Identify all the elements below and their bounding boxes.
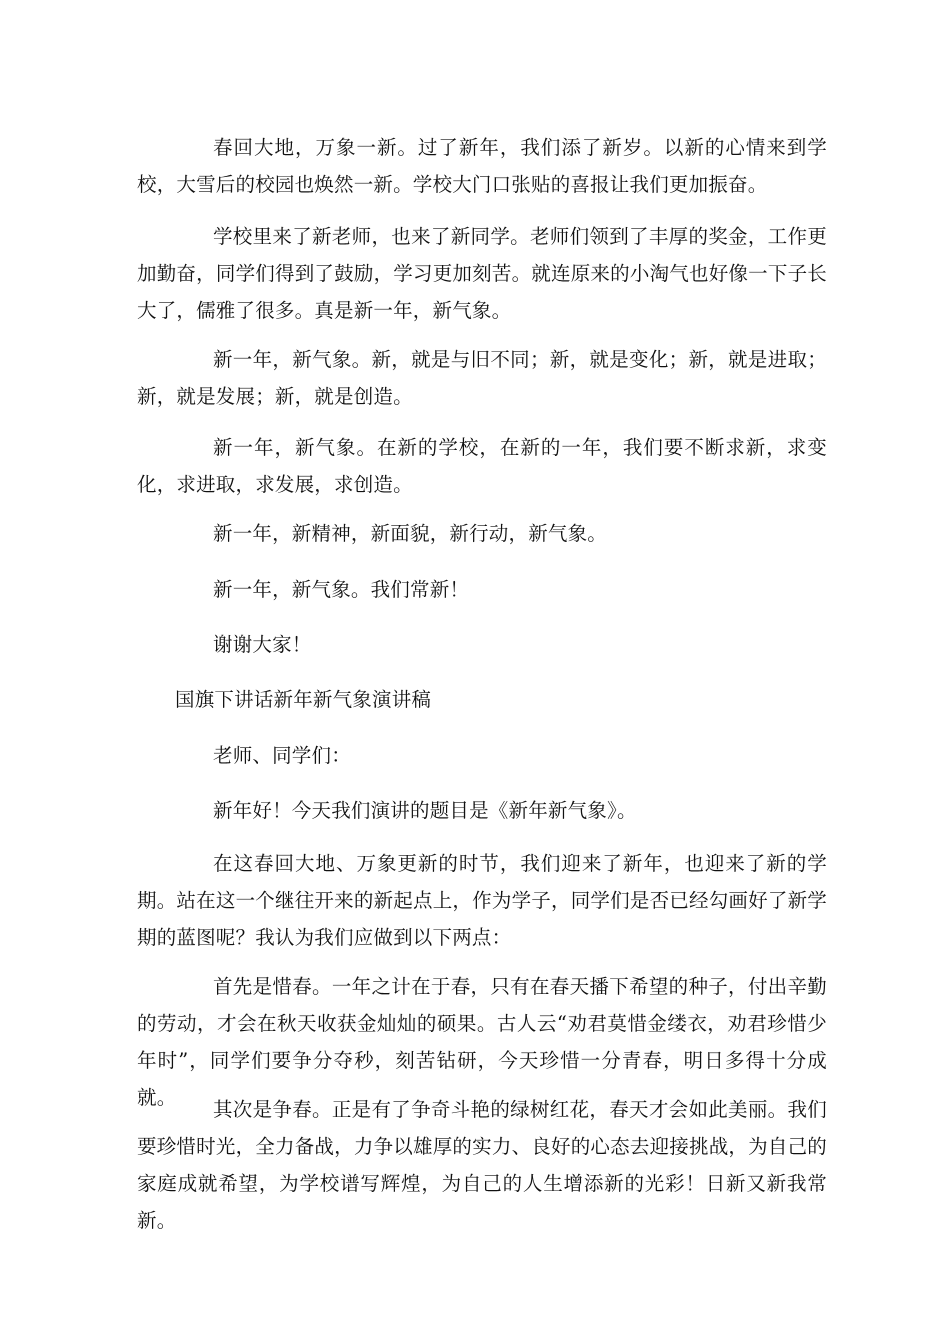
paragraph-6: 新一年，新气象。我们常新！ (213, 578, 470, 601)
paragraph-3: 新一年，新气象。新，就是与旧不同；新，就是变化；新，就是进取；新，就是发展；新，就是创造。 (137, 348, 827, 408)
section-title: 国旗下讲话新年新气象演讲稿 (175, 688, 432, 711)
paragraph-body-1: 在这春回大地、万象更新的时节，我们迎来了新年，也迎来了新的学期。站在这一个继往开来的新起点上，作为学子，同学们是否已经勾画好了新学期的蓝图呢？我认为我们应做到以下两点： (137, 852, 827, 949)
paragraph-body-3: 其次是争春。正是有了争奇斗艳的绿树红花，春天才会如此美丽。我们要珍惜时光，全力备战，力争以雄厚的实力、良好的心态去迎接挑战，为自己的家庭成就希望，为学校谱写辉煌，为自己的人生增添新的光彩！日新又新我常新。 (137, 1098, 827, 1232)
paragraph-body-2: 首先是惜春。一年之计在于春，只有在春天播下希望的种子，付出辛勤的劳动，才会在秋天收获金灿灿的硕果。古人云“劝君莫惜金缕衣，劝君珍惜少年时”，同学们要争分夺秒，刻苦钻研，今天珍惜一分青春，明日多得十分成就。 (137, 975, 827, 1109)
paragraph-greeting: 老师、同学们： (213, 744, 351, 767)
paragraph-1: 春回大地，万象一新。过了新年，我们添了新岁。以新的心情来到学校，大雪后的校园也焕然一新。学校大门口张贴的喜报让我们更加振奋。 (137, 136, 827, 196)
paragraph-intro: 新年好！今天我们演讲的题目是《新年新气象》。 (213, 799, 637, 822)
paragraph-5: 新一年，新精神，新面貌，新行动，新气象。 (213, 522, 608, 545)
paragraph-4: 新一年，新气象。在新的学校，在新的一年，我们要不断求新，求变化，求进取，求发展，求创造。 (137, 436, 827, 496)
paragraph-2: 学校里来了新老师，也来了新同学。老师们领到了丰厚的奖金，工作更加勤奋，同学们得到了鼓励，学习更加刻苦。就连原来的小淘气也好像一下子长大了，儒雅了很多。真是新一年，新气象。 (137, 225, 827, 322)
paragraph-7: 谢谢大家！ (213, 633, 312, 656)
